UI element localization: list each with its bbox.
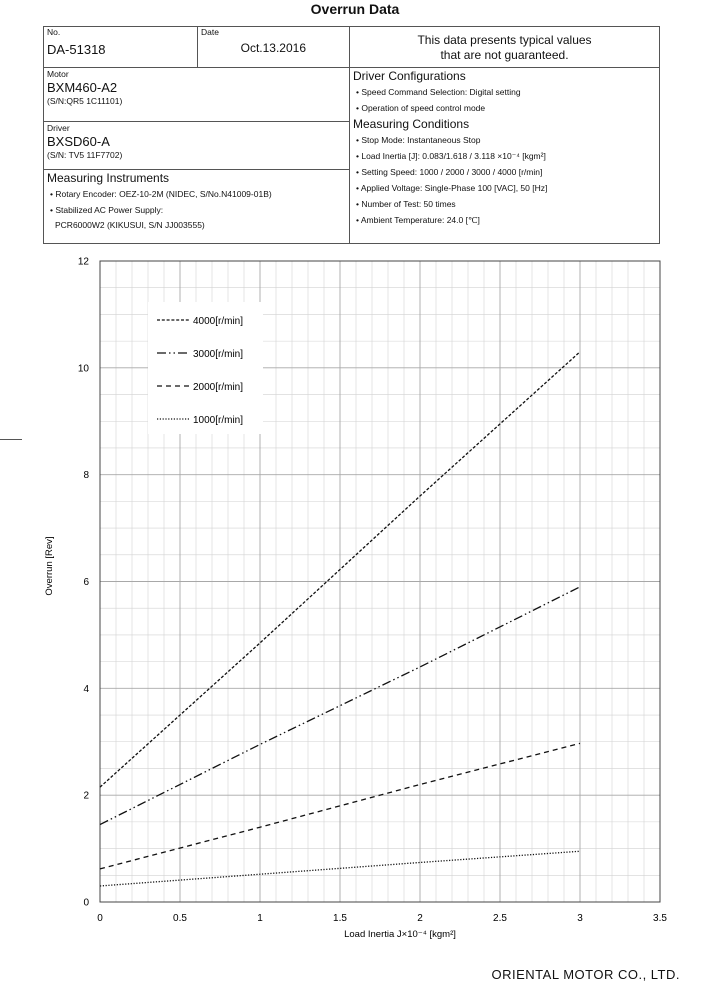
x-tick-label: 0	[97, 913, 103, 924]
x-tick-label: 1.5	[333, 913, 347, 924]
driver-serial: (S/N: TV5 11F7702)	[47, 150, 123, 160]
x-tick-label: 2.5	[493, 913, 507, 924]
condition-item-3: • Setting Speed: 1000 / 2000 / 3000 / 4000 [r/min]	[356, 167, 543, 177]
condition-item-2: • Load Inertia [J]: 0.083/1.618 / 3.118 ×10⁻⁴ [kgm²]	[356, 151, 546, 161]
legend-label-1: 4000[r/min]	[193, 316, 244, 327]
no-value: DA-51318	[47, 42, 106, 57]
x-axis-label: Load Inertia J×10⁻⁴ [kgm²]	[344, 929, 456, 940]
driver-config-heading: Driver Configurations	[353, 69, 466, 83]
company-name: ORIENTAL MOTOR CO., LTD.	[491, 967, 680, 982]
no-label: No.	[47, 27, 61, 37]
instrument-item-2: • Stabilized AC Power Supply:	[50, 205, 164, 215]
y-tick-label: 2	[83, 790, 89, 802]
motor-label: Motor	[47, 69, 69, 79]
y-tick-label: 4	[83, 683, 89, 695]
config-item-1: • Speed Command Selection: Digital setting	[356, 87, 521, 97]
y-axis-label: Overrun [Rev]	[44, 536, 55, 596]
x-tick-label: 3	[577, 913, 583, 924]
legend-label-3: 2000[r/min]	[193, 382, 244, 393]
x-tick-label: 1	[257, 913, 263, 924]
y-tick-label: 12	[77, 256, 89, 268]
x-tick-label: 0.5	[173, 913, 187, 924]
instruments-heading: Measuring Instruments	[47, 171, 170, 185]
condition-item-6: • Ambient Temperature: 24.0 [℃]	[356, 215, 480, 225]
driver-value: BXSD60-A	[47, 134, 110, 149]
instrument-item-1: • Rotary Encoder: OEZ-10-2M (NIDEC, S/No.N41009-01B)	[50, 189, 272, 199]
page-title: Overrun Data	[310, 1, 400, 17]
y-tick-label: 10	[77, 363, 89, 375]
motor-value: BXM460-A2	[47, 80, 118, 95]
date-value: Oct.13.2016	[240, 41, 306, 55]
notice-line-1: This data presents typical values	[417, 33, 592, 47]
legend-label-4: 1000[r/min]	[193, 415, 244, 426]
condition-item-1: • Stop Mode: Instantaneous Stop	[356, 135, 481, 145]
y-tick-label: 8	[83, 470, 89, 482]
x-tick-label: 2	[417, 913, 423, 924]
motor-serial: (S/N:QR5 1C11101)	[47, 96, 123, 106]
chart-legend	[148, 302, 263, 434]
condition-item-5: • Number of Test: 50 times	[356, 199, 456, 209]
date-label: Date	[201, 27, 219, 37]
driver-label: Driver	[47, 123, 70, 133]
y-tick-label: 6	[83, 577, 89, 588]
x-tick-label: 3.5	[653, 913, 667, 924]
legend-label-2: 3000[r/min]	[193, 349, 244, 360]
condition-item-4: • Applied Voltage: Single-Phase 100 [VAC], 50 [Hz]	[356, 183, 548, 193]
instrument-item-2-detail: PCR6000W2 (KIKUSUI, S/N JJ003555)	[55, 220, 205, 230]
config-item-2: • Operation of speed control mode	[356, 103, 486, 113]
y-tick-label: 0	[83, 897, 89, 909]
measuring-conditions-heading: Measuring Conditions	[353, 117, 470, 131]
notice-line-2: that are not guaranteed.	[440, 48, 569, 62]
